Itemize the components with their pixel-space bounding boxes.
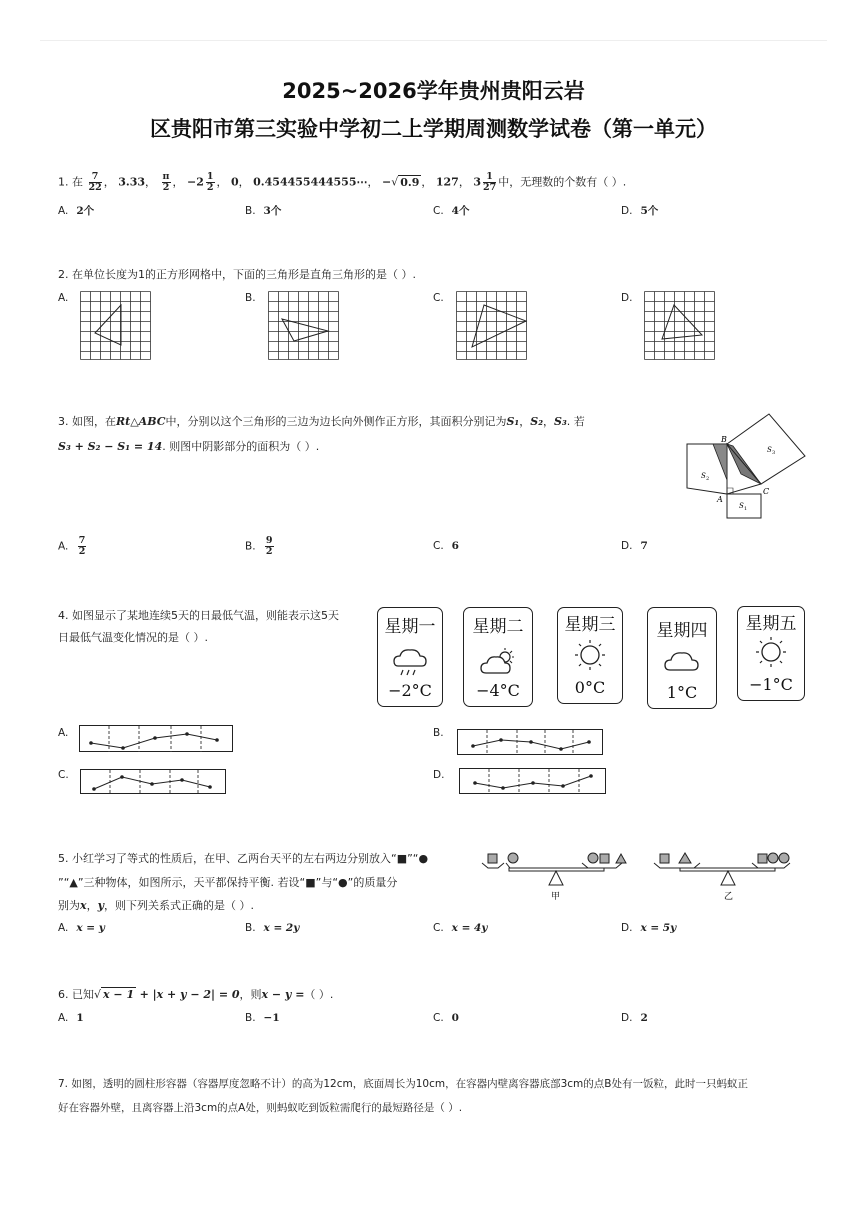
partly-cloudy-icon xyxy=(478,646,518,678)
q2-option-c-label[interactable]: C. xyxy=(433,292,444,304)
q2-option-b-label[interactable]: B. xyxy=(245,292,256,304)
weather-temp: −2°C xyxy=(388,681,432,700)
question-2-stem: 2. 在单位长度为1的正方形网格中，下面的三角形是直角三角形的是（ ）. xyxy=(58,268,416,281)
fig-label-s2-sub: 2 xyxy=(706,476,710,482)
q4-graph-c xyxy=(80,769,228,797)
fig-label-s1: S xyxy=(739,502,744,510)
q5-option-d[interactable]: D. x = 5y xyxy=(621,922,677,934)
weather-card-mon xyxy=(377,607,443,707)
fig-label-c: C xyxy=(763,487,770,496)
weather-day-label: 星期五 xyxy=(745,614,797,634)
title-line1: 2025~2026学年贵州贵阳云岩 xyxy=(282,79,585,103)
question-5-stem-line3: 别为x，y，则下列关系式正确的是（ ）. xyxy=(58,899,254,912)
q5-option-b[interactable]: B. x = 2y xyxy=(245,922,300,934)
weather-temp: 1°C xyxy=(666,683,698,702)
q2-option-d-label[interactable]: D. xyxy=(621,292,633,304)
balance-scale-yi xyxy=(650,848,810,904)
question-5-stem-line1: 5. 小红学习了等式的性质后，在甲、乙两台天平的左右两边分别放入“■”“● xyxy=(58,852,429,865)
title-line2: 区贵阳市第三实验中学初二上学期周测数学试卷（第一单元） xyxy=(150,117,717,141)
q2-option-a-label[interactable]: A. xyxy=(58,292,69,304)
q3-option-b[interactable]: B. $\frac{9}{2}$ xyxy=(245,535,273,557)
cloud-icon xyxy=(662,648,702,674)
weather-card-tue xyxy=(463,607,533,707)
q6-option-d[interactable]: D. 2 xyxy=(621,1012,648,1024)
q2-grid-b xyxy=(268,291,340,361)
fraction-pi-2: $\frac{\pi}{2}$ xyxy=(162,171,170,193)
question-4-stem-line2: 日最低气温变化情况的是（ ）. xyxy=(58,631,208,644)
fig-label-s3-sub: 3 xyxy=(772,450,776,456)
balance-scale-jia xyxy=(476,848,636,904)
q1-option-a[interactable]: A. 2个 xyxy=(58,205,95,217)
fraction-1-2: $\frac{1}{2}$ xyxy=(206,171,214,193)
q6-option-b[interactable]: B. −1 xyxy=(245,1012,280,1024)
q2-grid-d xyxy=(644,291,716,361)
q5-option-c[interactable]: C. x = 4y xyxy=(433,922,488,934)
sun-icon xyxy=(751,635,791,669)
q1-option-d[interactable]: D. 5个 xyxy=(621,205,659,217)
q4-option-d-label[interactable]: D. xyxy=(433,769,445,781)
weather-card-fri xyxy=(737,606,805,701)
question-6-stem: 6. 已知√ x − 1 + |x + y − 2| = 0，则x − y =（ ）. xyxy=(58,988,334,1001)
question-5-stem-line2: ”“▲”三种物体，如图所示，天平都保持平衡. 若设“■”与“●”的质量分 xyxy=(58,876,398,889)
weather-day-label: 星期二 xyxy=(472,617,524,637)
fig-label-s2: S xyxy=(701,472,706,480)
top-divider xyxy=(40,40,827,41)
q3-figure-triangle-squares xyxy=(683,410,811,522)
fraction-1-27: $\frac{1}{27}$ xyxy=(483,171,497,193)
q3-option-c[interactable]: C. 6 xyxy=(433,540,459,552)
q6-option-a[interactable]: A. 1 xyxy=(58,1012,84,1024)
q6-option-c[interactable]: C. 0 xyxy=(433,1012,459,1024)
scale-label-jia: 甲 xyxy=(551,892,561,902)
fraction-7-22: $\frac{7}{22}$ xyxy=(88,171,102,193)
fig-label-b: B xyxy=(721,435,727,444)
q4-graph-d xyxy=(459,768,609,796)
rain-cloud-icon xyxy=(390,646,430,678)
fig-label-s1-sub: 1 xyxy=(744,506,748,512)
weather-temp: −1°C xyxy=(749,675,793,694)
weather-card-thu xyxy=(647,607,717,709)
fig-label-a: A xyxy=(717,495,723,504)
q3-option-a[interactable]: A. $\frac{7}{2}$ xyxy=(58,535,86,557)
q5-option-a[interactable]: A. x = y xyxy=(58,922,105,934)
weather-temp: 0°C xyxy=(574,678,606,697)
q2-grid-c xyxy=(456,291,528,361)
scale-label-yi: 乙 xyxy=(724,892,734,902)
q2-grid-a xyxy=(80,291,152,361)
question-3-stem-line2: S₃ + S₂ − S₁ = 14. 则图中阴影部分的面积为（ ）. xyxy=(58,440,320,453)
fig-label-s3: S xyxy=(767,446,772,454)
q4-graph-a xyxy=(79,725,235,753)
weather-day-label: 星期三 xyxy=(564,615,616,635)
q4-option-a-label[interactable]: A. xyxy=(58,727,69,739)
weather-day-label: 星期一 xyxy=(384,617,436,637)
weather-temp: −4°C xyxy=(476,681,520,700)
question-4-stem-line1: 4. 如图显示了某地连续5天的日最低气温，则能表示这5天 xyxy=(58,609,339,622)
question-1-stem: 1. 在 $\frac{7}{22}$ ， 3.33， $\frac{\pi}{2}$ ， −2 $\frac{1}{2}$ ， 0， 0.454455444555⋯， −√ 0.9 ， 127， 3 $\frac{1}{27}$ 中，无理数的个数有（ ）. xyxy=(58,171,627,193)
question-7-stem-line2: 好在容器外壁，且离容器上沿3cm的点A处，则蚂蚁吃到饭粒需爬行的最短路径是（ ）. xyxy=(58,1102,463,1114)
q4-graph-b xyxy=(457,729,605,757)
q4-option-b-label[interactable]: B. xyxy=(433,727,444,739)
weather-day-label: 星期四 xyxy=(656,621,708,641)
question-3-stem-line1: 3. 如图，在Rt△ABC中，分别以这个三角形的三边为边长向外侧作正方形，其面积分别记为S₁，S₂，S₃. 若 xyxy=(58,415,585,428)
sun-icon xyxy=(570,638,610,672)
q1-option-c[interactable]: C. 4个 xyxy=(433,205,470,217)
q1-option-b[interactable]: B. 3个 xyxy=(245,205,282,217)
weather-card-wed xyxy=(557,607,623,704)
q3-option-d[interactable]: D. 7 xyxy=(621,540,648,552)
question-7-stem-line1: 7. 如图，透明的圆柱形容器（容器厚度忽略不计）的高为12cm，底面周长为10cm，在容器内壁离容器底部3cm的点B处有一饭粒，此时一只蚂蚁正 xyxy=(58,1078,748,1090)
q4-option-c-label[interactable]: C. xyxy=(58,769,69,781)
